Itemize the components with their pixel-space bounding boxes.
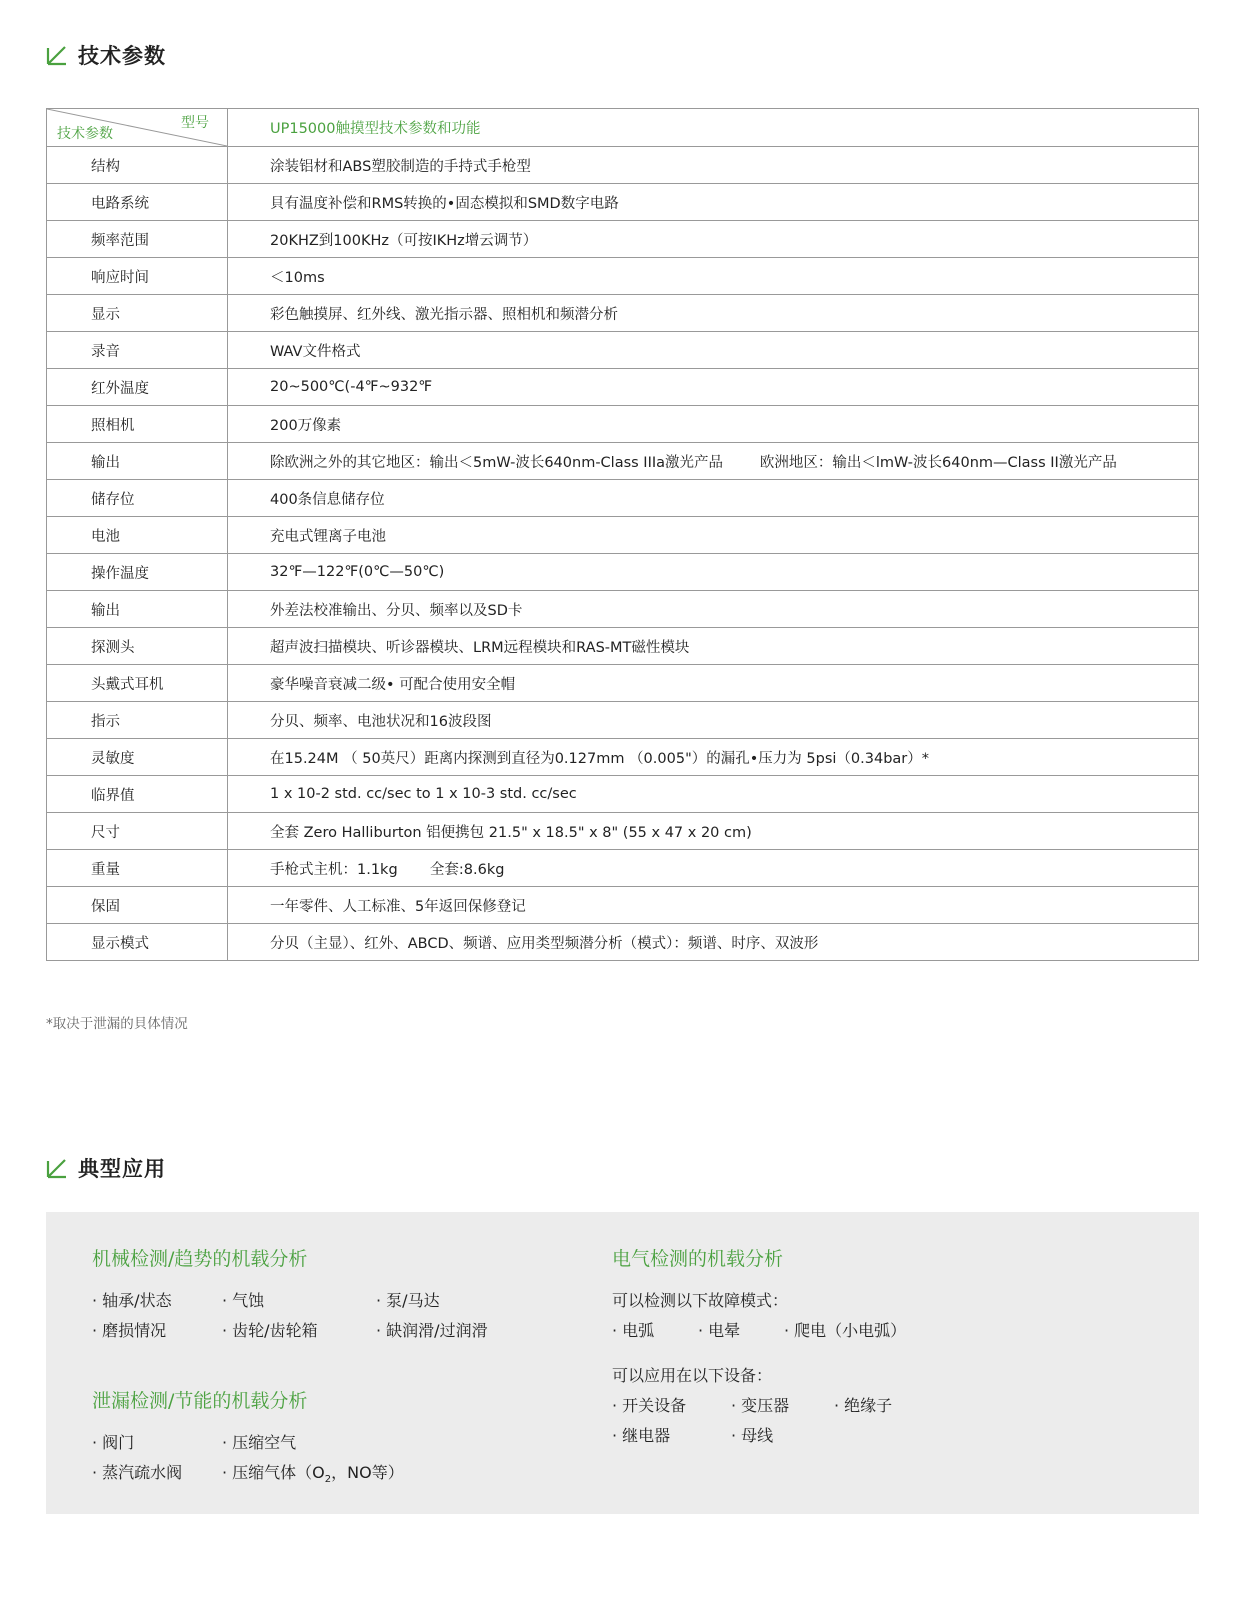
table-row — [47, 813, 1199, 850]
section-title-applications: 典型应用 — [78, 1157, 166, 1181]
param-name: 显示模式 — [47, 924, 228, 961]
param-name: 重量 — [47, 850, 228, 887]
table-row — [47, 591, 1199, 628]
param-name: 响应时间 — [47, 258, 228, 295]
table-row — [47, 480, 1199, 517]
section-header-specs — [46, 40, 166, 70]
param-value: 一年零件、人工标准、5年返回保修登记 — [228, 887, 1199, 924]
param-value: 20~500℃(-4℉~932℉ — [228, 369, 1199, 406]
table-row — [47, 739, 1199, 776]
param-name: 临界值 — [47, 776, 228, 813]
table-header-row — [47, 109, 1199, 147]
param-value: 20KHZ到100KHz（可按IKHz增云调节） — [228, 221, 1199, 258]
param-value: 豪华噪音衰减二级• 可配合使用安全帽 — [228, 665, 1199, 702]
list-item: · 泵/马达 — [376, 1291, 440, 1310]
table-row — [47, 406, 1199, 443]
param-value: 彩色触摸屏、红外线、激光指示器、照相机和频潜分析 — [228, 295, 1199, 332]
list-item: · 压缩空气 — [222, 1433, 297, 1452]
corner-arrow-icon — [46, 1157, 68, 1179]
param-value: ＜10ms — [228, 258, 1199, 295]
leak-title: 泄漏检测/节能的机载分析 — [92, 1390, 308, 1412]
section-title-specs: 技术参数 — [78, 44, 166, 68]
param-name: 显示 — [47, 295, 228, 332]
param-name: 输出 — [47, 443, 228, 480]
table-row — [47, 776, 1199, 813]
list-item: · 缺润滑/过润滑 — [376, 1321, 488, 1340]
param-name: 储存位 — [47, 480, 228, 517]
table-row — [47, 332, 1199, 369]
param-name: 电路系统 — [47, 184, 228, 221]
table-row — [47, 850, 1199, 887]
list-item: · 变压器 — [731, 1396, 790, 1415]
applications-panel — [46, 1212, 1199, 1514]
footnote: *取决于泄漏的貝体情况 — [46, 1016, 188, 1032]
param-name: 红外温度 — [47, 369, 228, 406]
param-value: 手枪式主机：1.1kg 全套:8.6kg — [228, 850, 1199, 887]
list-item: · 电弧 — [612, 1321, 655, 1340]
param-name: 电池 — [47, 517, 228, 554]
list-item: · 爬电（小电弧） — [784, 1321, 907, 1340]
param-value: 除欧洲之外的其它地区：输出＜5mW-波长640nm-Class IIIa激光产品 欧洲地区：输出＜lmW-波长640nm—Class II激光产品 — [228, 443, 1199, 480]
param-value: 32℉—122℉(0℃—50℃) — [228, 554, 1199, 591]
param-name: 录音 — [47, 332, 228, 369]
param-value: 1 x 10-2 std. cc/sec to 1 x 10-3 std. cc/sec — [228, 776, 1199, 813]
list-item: · 开关设备 — [612, 1396, 687, 1415]
param-name: 输出 — [47, 591, 228, 628]
list-item: · 轴承/状态 — [92, 1291, 172, 1310]
param-name: 头戴式耳机 — [47, 665, 228, 702]
table-row — [47, 554, 1199, 591]
param-name: 尺寸 — [47, 813, 228, 850]
param-name: 保固 — [47, 887, 228, 924]
table-row — [47, 184, 1199, 221]
table-row — [47, 147, 1199, 184]
corner-cell — [47, 109, 228, 147]
list-item: · 阀门 — [92, 1433, 135, 1452]
param-value: 分贝、频率、电池状况和16波段图 — [228, 702, 1199, 739]
table-row — [47, 665, 1199, 702]
table-row — [47, 369, 1199, 406]
param-value: 全套 Zero Halliburton 铝便携包 21.5" x 18.5" x 8" (55 x 47 x 20 cm) — [228, 813, 1199, 850]
param-name: 结构 — [47, 147, 228, 184]
param-value: 貝有温度补偿和RMS转换的•固态模拟和SMD数字电路 — [228, 184, 1199, 221]
table-row — [47, 443, 1199, 480]
list-item: · 齿轮/齿轮箱 — [222, 1321, 318, 1340]
list-item: · 继电器 — [612, 1426, 671, 1445]
param-value: 200万像素 — [228, 406, 1199, 443]
param-value: 涂装铝材和ABS塑胶制造的手持式手枪型 — [228, 147, 1199, 184]
detect-label: 可以检测以下故障模式： — [612, 1291, 789, 1310]
param-value: WAV文件格式 — [228, 332, 1199, 369]
list-item: · 气蚀 — [222, 1291, 265, 1310]
list-item: · 蒸汽疏水阀 — [92, 1463, 183, 1482]
model-title: UP15000触摸型技术参数和功能 — [228, 109, 1199, 147]
list-item: · 绝缘子 — [834, 1396, 893, 1415]
list-item: · 母线 — [731, 1426, 774, 1445]
corner-arrow-icon — [46, 44, 68, 66]
param-name: 照相机 — [47, 406, 228, 443]
elec-title: 电气检测的机载分析 — [612, 1248, 784, 1270]
apply-label: 可以应用在以下设备： — [612, 1366, 773, 1385]
param-name: 指示 — [47, 702, 228, 739]
param-name: 操作温度 — [47, 554, 228, 591]
table-row — [47, 887, 1199, 924]
param-name: 灵敏度 — [47, 739, 228, 776]
spec-table — [46, 108, 1199, 961]
table-row — [47, 295, 1199, 332]
corner-label-params: 技术参数 — [57, 126, 113, 142]
param-value: 400条信息储存位 — [228, 480, 1199, 517]
table-row — [47, 221, 1199, 258]
param-value: 外差法校准输出、分贝、频率以及SD卡 — [228, 591, 1199, 628]
table-row — [47, 628, 1199, 665]
table-row — [47, 924, 1199, 961]
list-item: · 磨损情况 — [92, 1321, 167, 1340]
table-row — [47, 517, 1199, 554]
list-item: · 电晕 — [698, 1321, 741, 1340]
param-name: 探测头 — [47, 628, 228, 665]
mech-title: 机械检测/趋势的机载分析 — [92, 1248, 308, 1270]
table-row — [47, 702, 1199, 739]
param-value: 分贝（主显）、红外、ABCD、频谱、应用类型频潜分析（模式）：频谱、时序、双波形 — [228, 924, 1199, 961]
param-value: 充电式锂离子电池 — [228, 517, 1199, 554]
param-name: 频率范围 — [47, 221, 228, 258]
corner-label-model: 型号 — [181, 115, 209, 131]
param-value: 超声波扫描模块、听诊器模块、LRM远程模块和RAS-MT磁性模块 — [228, 628, 1199, 665]
list-item-compressed-gas: · 压缩气体（$O_2$，NO等） — [222, 1463, 404, 1486]
table-row — [47, 258, 1199, 295]
section-header-applications — [46, 1153, 166, 1183]
param-value: 在15.24M （ 50英尺）距离内探测到直径为0.127mm （0.005"）的漏孔•压力为 5psi（0.34bar）* — [228, 739, 1199, 776]
